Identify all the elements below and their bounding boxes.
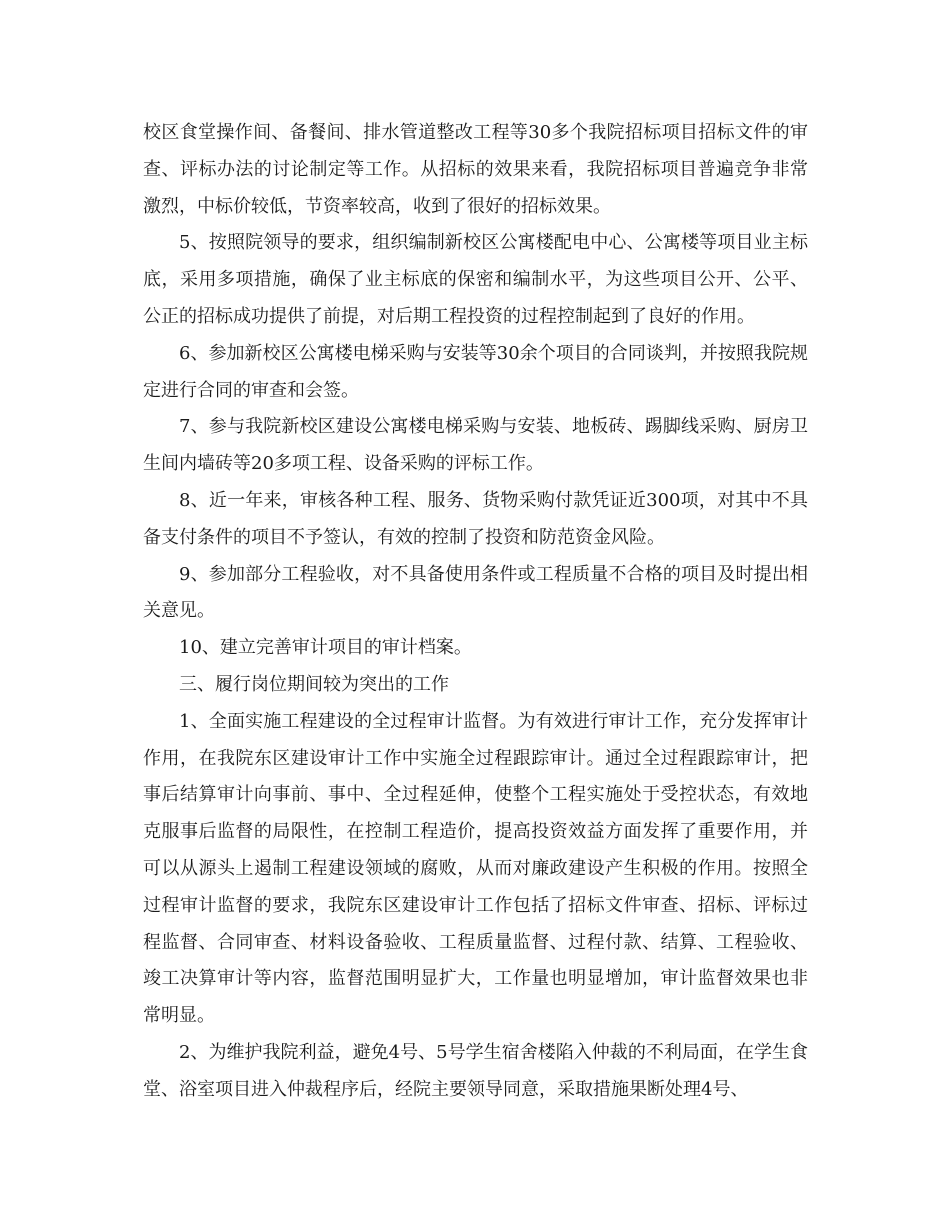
paragraph-item-9: 9、参加部分工程验收，对不具备使用条件或工程质量不合格的项目及时提出相关意见。 — [143, 563, 808, 622]
paragraph-item-8: 8、近一年来，审核各种工程、服务、货物采购付款凭证近300项，对其中不具备支付条件的项目不予签认，有效的控制了投资和防范资金风险。 — [143, 489, 808, 548]
document-body — [143, 115, 808, 1109]
paragraph-item-7: 7、参与我院新校区建设公寓楼电梯采购与安装、地板砖、踢脚线采购、厨房卫生间内墙砖等20多项工程、设备采购的评标工作。 — [143, 416, 808, 475]
paragraph-section3-item-1: 1、全面实施工程建设的全过程审计监督。为有效进行审计工作，充分发挥审计作用，在我院东区建设审计工作中实施全过程跟踪审计。通过全过程跟踪审计，把事后结算审计向事前、事中、全过程延伸，使整个工程实施处于受控状态，有效地克服事后监督的局限性，在控制工程造价，提高投资效益方面发挥了重要作用，并可以从源头上遏制工程建设领域的腐败，从而对廉政建设产生积极的作用。按照全过程审计监督的要求，我院东区建设审计工作包括了招标文件审查、招标、评标过程监督、合同审查、材料设备验收、工程质量监督、过程付款、结算、工程验收、竣工决算审计等内容，监督范围明显扩大，工作量也明显增加，审计监督效果也非常明显。 — [143, 710, 808, 1027]
paragraph-item-5: 5、按照院领导的要求，组织编制新校区公寓楼配电中心、公寓楼等项目业主标底，采用多项措施，确保了业主标底的保密和编制水平，为这些项目公开、公平、公正的招标成功提供了前提，对后期工程投资的过程控制起到了良好的作用。 — [143, 232, 808, 327]
paragraph-item-6: 6、参加新校区公寓楼电梯采购与安装等30余个项目的合同谈判，并按照我院规定进行合同的审查和会签。 — [143, 342, 808, 401]
paragraph-continuation: 校区食堂操作间、备餐间、排水管道整改工程等30多个我院招标项目招标文件的审查、评标办法的讨论制定等工作。从招标的效果来看，我院招标项目普遍竞争非常激烈，中标价较低，节资率较高，收到了很好的招标效果。 — [143, 122, 808, 217]
section-heading: 三、履行岗位期间较为突出的工作 — [179, 673, 449, 695]
paragraph-item-10: 10、建立完善审计项目的审计档案。 — [179, 637, 472, 659]
paragraph-section3-item-2: 2、为维护我院利益，避免4号、5号学生宿舍楼陷入仲裁的不利局面，在学生食堂、浴室项目进入仲裁程序后，经院主要领导同意，采取措施果断处理4号、 — [143, 1041, 808, 1100]
